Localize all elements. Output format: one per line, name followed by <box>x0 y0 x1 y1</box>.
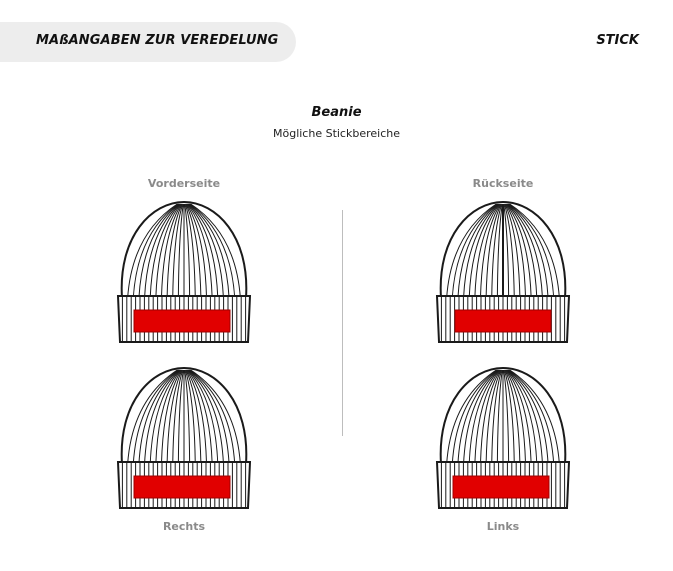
beanie-left-illustration <box>433 360 573 512</box>
beanie-left-embroidery-area <box>453 476 549 498</box>
beanie-right-crown <box>122 368 247 464</box>
beanie-right-embroidery-area <box>134 476 230 498</box>
label-back: Rückseite <box>472 177 534 190</box>
label-right: Rechts <box>162 520 206 533</box>
label-left: Links <box>486 520 520 533</box>
product-subtitle: Mögliche Stickbereiche <box>272 127 400 140</box>
label-front: Vorderseite <box>147 177 221 190</box>
beanie-right-illustration <box>114 360 254 512</box>
beanie-back-illustration <box>433 194 573 346</box>
beanie-back-embroidery-area <box>455 310 551 332</box>
beanie-front-crown <box>122 202 247 298</box>
technique-label: STICK <box>596 33 639 48</box>
header-title: MAßANGABEN ZUR VEREDELUNG <box>36 33 279 48</box>
beanie-front-embroidery-area <box>134 310 230 332</box>
beanie-back-crown <box>441 202 566 298</box>
beanie-front-illustration <box>114 194 254 346</box>
center-divider <box>342 210 343 436</box>
beanie-left-crown <box>441 368 566 464</box>
product-title: Beanie <box>311 105 362 120</box>
